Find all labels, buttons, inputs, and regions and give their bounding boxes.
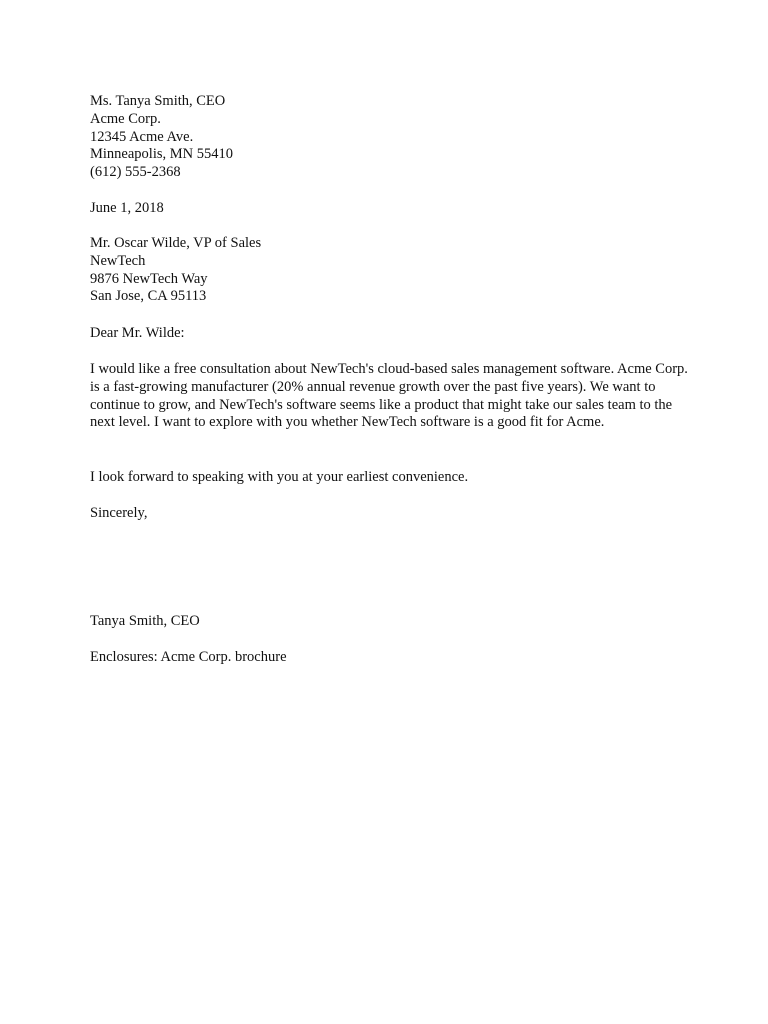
sender-name: Ms. Tanya Smith, CEO [90, 93, 226, 109]
sender-company: Acme Corp. [90, 110, 161, 127]
salutation: Dear Mr. Wilde: [90, 325, 185, 341]
letter-date: June 1, 2018 [90, 200, 164, 216]
recipient-name: Mr. Oscar Wilde, VP of Sales [90, 235, 262, 251]
sender-street: 12345 Acme Ave. [90, 128, 194, 145]
sender-city: Minneapolis, MN 55410 [90, 146, 233, 163]
recipient-company: NewTech [90, 252, 146, 269]
body-paragraph: I would like a free consultation about NewTech's cloud-based sales management software. Acme Corp. is a fast-growing manufacturer (20% annual revenue growth over the past five years). We want to continue to grow, and NewTech's software seems like a product that might take our sales team to the next level. I want to explore with you whether NewTech software is a good fit for Acme. [90, 361, 688, 431]
enclosures-line: Enclosures: Acme Corp. brochure [90, 649, 287, 665]
closing: Sincerely, [90, 505, 148, 521]
sender-phone: (612) 555-2368 [90, 164, 181, 181]
recipient-city: San Jose, CA 95113 [90, 288, 207, 305]
sender-address-block [90, 93, 690, 182]
body-paragraph: I look forward to speaking with you at your earliest convenience. [90, 469, 469, 485]
recipient-street: 9876 NewTech Way [90, 270, 208, 287]
recipient-address-block [90, 235, 690, 306]
signature-name: Tanya Smith, CEO [90, 613, 200, 629]
